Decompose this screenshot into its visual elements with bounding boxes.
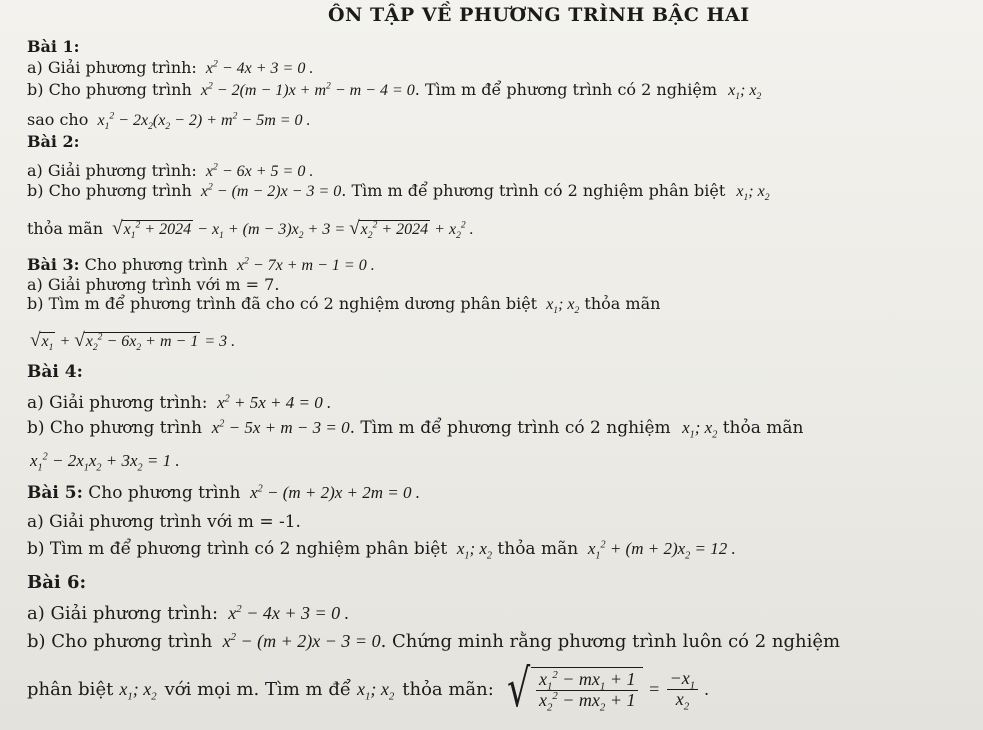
- b6-a-equation: $x^2 - 4x + 3 = 0$ .: [223, 603, 350, 623]
- b6-condition: [27, 654, 709, 724]
- b3-heading: Bài 3:: [27, 255, 80, 274]
- b6-part-a: [27, 603, 349, 624]
- b2-a-text: a) Giải phương trình:: [27, 161, 197, 180]
- b1-c-equation: $x_1^2 - 2x_2(x_2 - 2) + m^2 - 5m = 0$ .: [93, 110, 311, 133]
- b6-b-text: b) Cho phương trình: [27, 631, 213, 652]
- b6-heading: Bài 6:: [27, 572, 87, 593]
- b5-b-text: b) Tìm m để phương trình có 2 nghiệm phân biệt: [27, 539, 448, 559]
- b2-b-roots: $x_1$; $x_2$: [736, 183, 770, 204]
- b4-heading: Bài 4:: [27, 362, 83, 382]
- b2-a-equation: $x^2 - 6x + 5 = 0$ .: [201, 161, 314, 180]
- b3-b-text: b) Tìm m để phương trình đã cho có 2 nghiệm dương phân biệt: [27, 294, 538, 313]
- b3-condition: [30, 330, 235, 352]
- b6-b-text-2: . Chứng minh rằng phương trình luôn có 2 nghiệm: [380, 631, 841, 652]
- b3-equation: $x^2 - 7x + m - 1 = 0$ .: [232, 255, 375, 274]
- b5-b-roots: $x_1$; $x_2$: [452, 539, 493, 562]
- b4-b-text: b) Cho phương trình: [27, 418, 203, 438]
- b1-heading: Bài 1:: [27, 37, 80, 56]
- b2-condition: [27, 218, 474, 240]
- b6-c-text: phân biệt: [27, 678, 114, 700]
- b6-a-text: a) Giải phương trình:: [27, 603, 219, 624]
- b6-c-text-2: với mọi m. Tìm m để: [164, 678, 351, 700]
- b1-a-text: a) Giải phương trình:: [27, 58, 197, 77]
- b2-c-equation: $√x_1^2 + 2024 - x_1 + (m - 3)x_2 + 3 = √x_2^2 + 2024 + x_2^2$ .: [112, 218, 474, 242]
- b2-b-equation: $x^2 - (m - 2)x - 3 = 0$: [196, 181, 342, 200]
- page-title: ÔN TẬP VỀ PHƯƠNG TRÌNH BẬC HAI: [328, 4, 750, 26]
- b3-part-b: [27, 294, 661, 317]
- b5-text: Cho phương trình: [88, 483, 241, 503]
- b1-b-text-2: . Tìm m để phương trình có 2 nghiệm: [414, 80, 717, 99]
- b6-c-roots: $x_1$; $x_2$: [119, 678, 157, 703]
- b3-c-equation: $√x_1 + √x_2^2 - 6x_2 + m - 1 = 3$ .: [30, 330, 236, 354]
- b1-b-equation: $x^2 - 2(m - 1)x + m^2 - m - 4 = 0$: [196, 80, 415, 99]
- b1-c-text: sao cho: [27, 110, 89, 129]
- b3-part-a: a) Giải phương trình với m = 7.: [27, 275, 280, 294]
- b3-text: Cho phương trình: [84, 255, 228, 274]
- b3-statement: [27, 255, 375, 275]
- b2-b-text-2: . Tìm m để phương trình có 2 nghiệm phân biệt: [341, 181, 726, 200]
- b4-c-equation: $x_1^2 - 2x_1x_2 + 3x_2 = 1$ .: [30, 451, 180, 474]
- b5-heading: Bài 5:: [27, 483, 83, 503]
- b5-equation: $x^2 - (m + 2)x + 2m = 0$ .: [245, 483, 421, 502]
- b3-b-text-2: thỏa mãn: [584, 294, 661, 313]
- b5-part-a: a) Giải phương trình với m = -1.: [27, 512, 301, 532]
- b1-b-roots: $x_1$; $x_2$: [728, 82, 762, 103]
- b3-b-roots: $x_1$; $x_2$: [542, 296, 580, 317]
- b2-b-text: b) Cho phương trình: [27, 181, 192, 200]
- b5-part-b: [27, 539, 736, 562]
- b5-statement: [27, 483, 420, 503]
- b4-part-a: [27, 393, 331, 413]
- b1-part-a: [27, 58, 313, 78]
- b6-c-text-3: thỏa mãn:: [402, 678, 494, 700]
- b1-a-equation: $x^2 - 4x + 3 = 0$ .: [201, 58, 314, 77]
- b2-c-text: thỏa mãn: [27, 219, 104, 238]
- b1-b-text: b) Cho phương trình: [27, 80, 192, 99]
- b6-b-equation: $x^2 - (m + 2)x - 3 = 0$: [218, 631, 381, 651]
- b1-condition: [27, 110, 311, 133]
- b4-b-text-3: thỏa mãn: [722, 418, 804, 438]
- b2-heading: Bài 2:: [27, 132, 80, 151]
- b1-part-b: [27, 80, 762, 103]
- b5-b-text-2: thỏa mãn: [497, 539, 579, 559]
- b4-b-text-2: . Tìm m để phương trình có 2 nghiệm: [349, 418, 671, 438]
- b6-c-roots-2: $x_1$; $x_2$: [356, 678, 395, 703]
- b4-b-equation: $x^2 - 5x + m - 3 = 0$: [207, 418, 350, 437]
- b2-part-b: [27, 181, 770, 204]
- b6-c-equation: √ $\frac{x_1^2 - mx_1 + 1}{x_2^2 - mx_2 + 1}$ = $\frac{-x_1}{x_2}$ .: [506, 659, 710, 719]
- b4-condition: [30, 451, 180, 474]
- b2-part-a: [27, 161, 313, 181]
- b6-part-b: [27, 631, 840, 652]
- b4-a-text: a) Giải phương trình:: [27, 393, 208, 413]
- b4-b-roots: $x_1$; $x_2$: [682, 418, 718, 441]
- b4-part-b: [27, 418, 804, 441]
- b4-a-equation: $x^2 + 5x + 4 = 0$ .: [212, 393, 332, 412]
- b5-b-equation: $x_1^2 + (m + 2)x_2 = 12$ .: [583, 539, 736, 562]
